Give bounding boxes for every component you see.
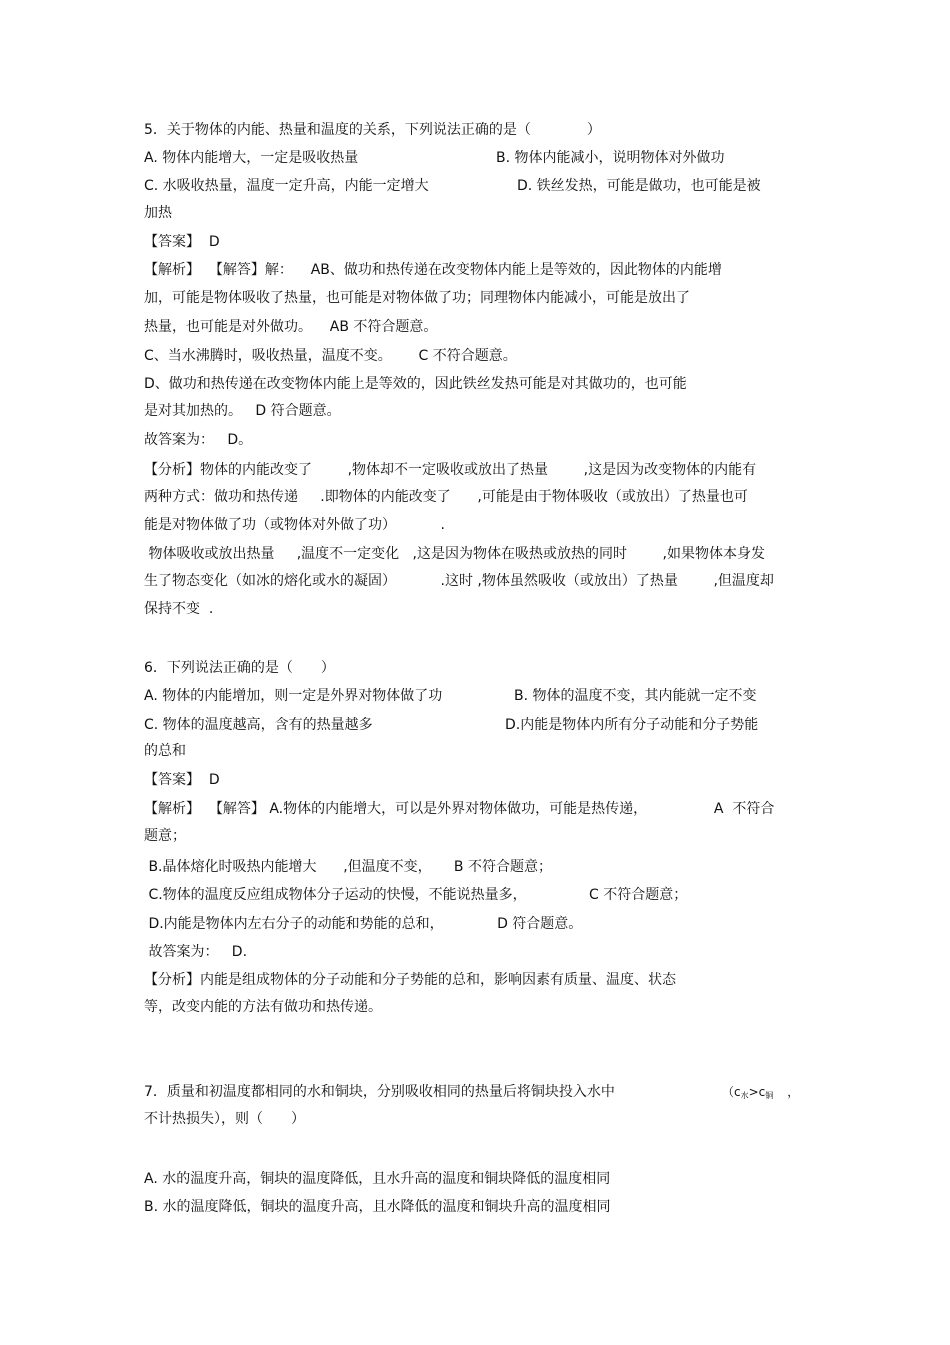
q5-analysis-line: 【解析】 【解答】解： AB、做功和热传递在改变物体内能上是等效的，因此物体的内能增 xyxy=(144,262,722,278)
q5-stem: 5．关于物体的内能、热量和温度的关系，下列说法正确的是（ ） xyxy=(144,122,601,138)
q7-option-a: A. 水的温度升高，铜块的温度降低，且水升高的温度和铜块降低的温度相同 xyxy=(144,1171,611,1187)
q5-option-d: D. 铁丝发热，可能是做功，也可能是被 xyxy=(517,178,761,194)
q5-option-c: C. 水吸收热量，温度一定升高，内能一定增大 xyxy=(144,178,429,194)
q5-fenxi-line: 保持不变 . xyxy=(144,601,214,617)
q5-fenxi-line: 物体吸收或放出热量 ,温度不一定变化 ,这是因为物体在吸热或放热的同时 ,如果物体本身发 xyxy=(144,546,766,562)
q6-option-c: C. 物体的温度越高，含有的热量越多 xyxy=(144,717,373,733)
q6-answer: 【答案】 D xyxy=(144,772,220,788)
q5-analysis-line: 热量，也可能是对外做功。 AB 不符合题意。 xyxy=(144,319,438,335)
q6-analysis-line: 故答案为： D. xyxy=(144,944,248,960)
q5-analysis-line: 是对其加热的。 D 符合题意。 xyxy=(144,403,341,419)
q5-fenxi-line: 两种方式：做功和热传递 .即物体的内能改变了 ,可能是由于物体吸收（或放出）了热量也可 xyxy=(144,489,748,505)
q5-answer: 【答案】 D xyxy=(144,234,220,250)
q6-analysis-line: 【解析】 【解答】 A.物体的内能增大，可以是外界对物体做功，可能是热传递， A 不符合 xyxy=(144,801,775,817)
q5-fenxi-line: 【分析】物体的内能改变了 ,物体却不一定吸收或放出了热量 ,这是因为改变物体的内能有 xyxy=(144,462,757,478)
q6-fenxi-line: 【分析】内能是组成物体的分子动能和分子势能的总和，影响因素有质量、温度、状态 xyxy=(144,972,676,988)
q5-fenxi-line: 能是对物体做了功（或物体对外做了功） . xyxy=(144,517,445,533)
q7-cond-gt-c-copper: >c xyxy=(748,1085,766,1099)
q5-option-b: B. 物体内能减小，说明物体对外做功 xyxy=(496,150,725,166)
q7-cond-end: ， xyxy=(787,1085,800,1099)
q5-analysis-line: D、做功和热传递在改变物体内能上是等效的，因此铁丝发热可能是对其做功的，也可能 xyxy=(144,376,687,392)
q6-analysis-line: D.内能是物体内左右分子的动能和势能的总和， D 符合题意。 xyxy=(144,916,583,932)
q5-fenxi-line: 生了物态变化（如冰的熔化或水的凝固） .这时 ,物体虽然吸收（或放出）了热量 ,但温度却 xyxy=(144,573,774,589)
q6-option-d-cont: 的总和 xyxy=(144,743,186,759)
q6-option-d: D.内能是物体内所有分子动能和分子势能 xyxy=(505,717,759,733)
q7-cond-sub-copper: 铜 xyxy=(765,1091,774,1100)
q6-option-b: B. 物体的温度不变，其内能就一定不变 xyxy=(514,688,757,704)
q7-cond-c-water: （c xyxy=(722,1085,741,1099)
q5-analysis-line: 故答案为： D。 xyxy=(144,432,253,448)
q6-option-a: A. 物体的内能增加，则一定是外界对物体做了功 xyxy=(144,688,443,704)
q5-option-a: A. 物体内能增大，一定是吸收热量 xyxy=(144,150,359,166)
q7-stem-cont: 不计热损失），则（ ） xyxy=(144,1111,305,1127)
q6-analysis-line: 题意； xyxy=(144,828,186,844)
q6-analysis-line: C.物体的温度反应组成物体分子运动的快慢，不能说热量多， C 不符合题意； xyxy=(144,887,688,903)
q7-stem: 7．质量和初温度都相同的水和铜块，分别吸收相同的热量后将铜块投入水中 xyxy=(144,1084,615,1100)
q6-stem: 6．下列说法正确的是（ ） xyxy=(144,660,335,676)
q6-analysis-line: B.晶体熔化时吸热内能增大 ,但温度不变， B 不符合题意； xyxy=(144,859,552,875)
q5-option-d-cont: 加热 xyxy=(144,205,172,221)
q5-analysis-line: 加，可能是物体吸收了热量，也可能是对物体做了功；同理物体内能减小，可能是放出了 xyxy=(144,290,690,306)
q7-option-b: B. 水的温度降低，铜块的温度升高，且水降低的温度和铜块升高的温度相同 xyxy=(144,1199,611,1215)
q7-cond-sub-water: 水 xyxy=(740,1091,749,1100)
q6-fenxi-line: 等，改变内能的方法有做功和热传递。 xyxy=(144,999,382,1015)
q5-analysis-line: C、当水沸腾时，吸收热量，温度不变。 C 不符合题意。 xyxy=(144,348,517,364)
q7-condition xyxy=(722,1083,799,1105)
